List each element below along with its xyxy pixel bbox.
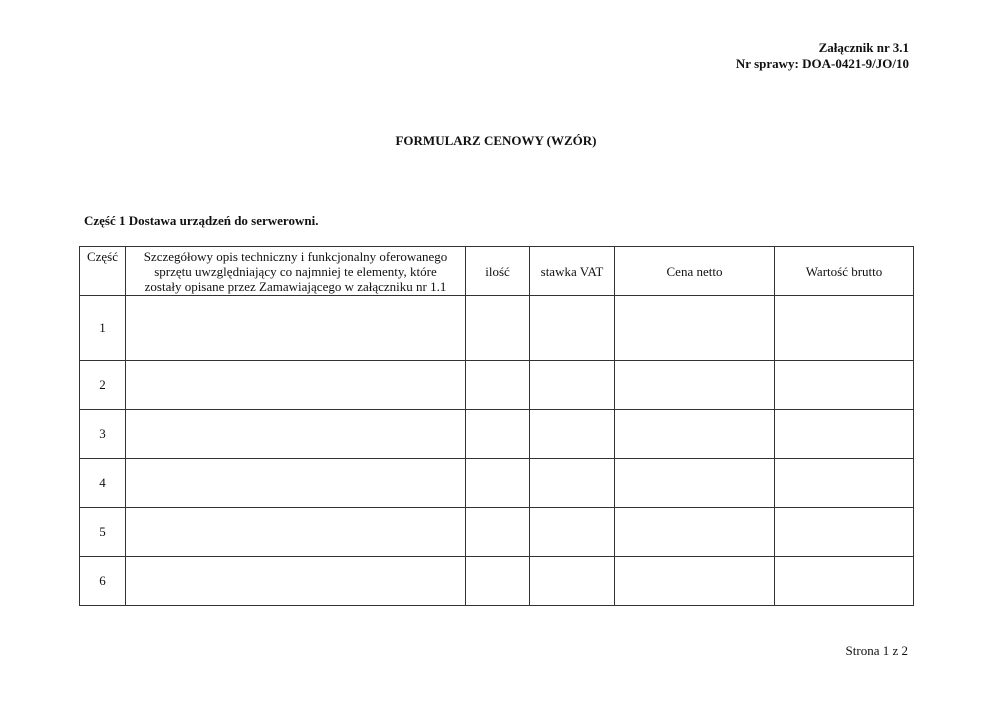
- header-quantity: ilość: [466, 247, 530, 296]
- vat-rate-cell[interactable]: [530, 361, 615, 410]
- quantity-cell[interactable]: [466, 459, 530, 508]
- gross-value-cell[interactable]: [775, 508, 914, 557]
- gross-value-cell[interactable]: [775, 361, 914, 410]
- net-price-cell[interactable]: [615, 410, 775, 459]
- header-description-line-1: Szczegółowy opis techniczny i funkcjonalny oferowanego: [143, 248, 448, 264]
- gross-value-cell[interactable]: [775, 459, 914, 508]
- document-title: FORMULARZ CENOWY (WZÓR): [395, 133, 597, 148]
- gross-value-cell[interactable]: [775, 557, 914, 606]
- quantity-cell[interactable]: [466, 296, 530, 361]
- quantity-cell[interactable]: [466, 410, 530, 459]
- description-cell[interactable]: [126, 410, 466, 459]
- row-part-number: 1: [80, 296, 126, 361]
- case-number: Nr sprawy: DOA-0421-9/JO/10: [735, 56, 909, 71]
- net-price-cell[interactable]: [615, 508, 775, 557]
- net-price-cell[interactable]: [615, 296, 775, 361]
- table-row: [80, 410, 914, 459]
- net-price-cell[interactable]: [615, 361, 775, 410]
- header-description-line-2: sprzętu uwzględniający co najmniej te elementy, które: [154, 263, 437, 279]
- net-price-cell[interactable]: [615, 459, 775, 508]
- header-gross-value: Wartość brutto: [775, 247, 914, 296]
- header-description: [126, 247, 466, 296]
- row-part-number: 5: [80, 508, 126, 557]
- row-part-number: 4: [80, 459, 126, 508]
- section-title: Część 1 Dostawa urządzeń do serwerowni.: [84, 213, 319, 228]
- table-row: [80, 296, 914, 361]
- row-part-number: 6: [80, 557, 126, 606]
- quantity-cell[interactable]: [466, 508, 530, 557]
- vat-rate-cell[interactable]: [530, 410, 615, 459]
- table-row: [80, 557, 914, 606]
- vat-rate-cell[interactable]: [530, 508, 615, 557]
- vat-rate-cell[interactable]: [530, 459, 615, 508]
- page-number: Strona 1 z 2: [845, 643, 908, 658]
- description-cell[interactable]: [126, 557, 466, 606]
- quantity-cell[interactable]: [466, 361, 530, 410]
- vat-rate-cell[interactable]: [530, 557, 615, 606]
- header-net-price: Cena netto: [615, 247, 775, 296]
- vat-rate-cell[interactable]: [530, 296, 615, 361]
- row-part-number: 3: [80, 410, 126, 459]
- document-header: [736, 40, 909, 72]
- gross-value-cell[interactable]: [775, 296, 914, 361]
- table-row: [80, 508, 914, 557]
- price-table: [79, 246, 914, 606]
- description-cell[interactable]: [126, 459, 466, 508]
- row-part-number: 2: [80, 361, 126, 410]
- header-vat-rate: stawka VAT: [530, 247, 615, 296]
- description-cell[interactable]: [126, 296, 466, 361]
- net-price-cell[interactable]: [615, 557, 775, 606]
- description-cell[interactable]: [126, 361, 466, 410]
- quantity-cell[interactable]: [466, 557, 530, 606]
- gross-value-cell[interactable]: [775, 410, 914, 459]
- header-description-line-3: zostały opisane przez Zamawiającego w załączniku nr 1.1: [144, 278, 447, 294]
- table-header-row: [80, 247, 914, 296]
- table-row: [80, 459, 914, 508]
- description-cell[interactable]: [126, 508, 466, 557]
- header-part: Część: [80, 247, 126, 296]
- attachment-label: Załącznik nr 3.1: [818, 40, 909, 55]
- table-row: [80, 361, 914, 410]
